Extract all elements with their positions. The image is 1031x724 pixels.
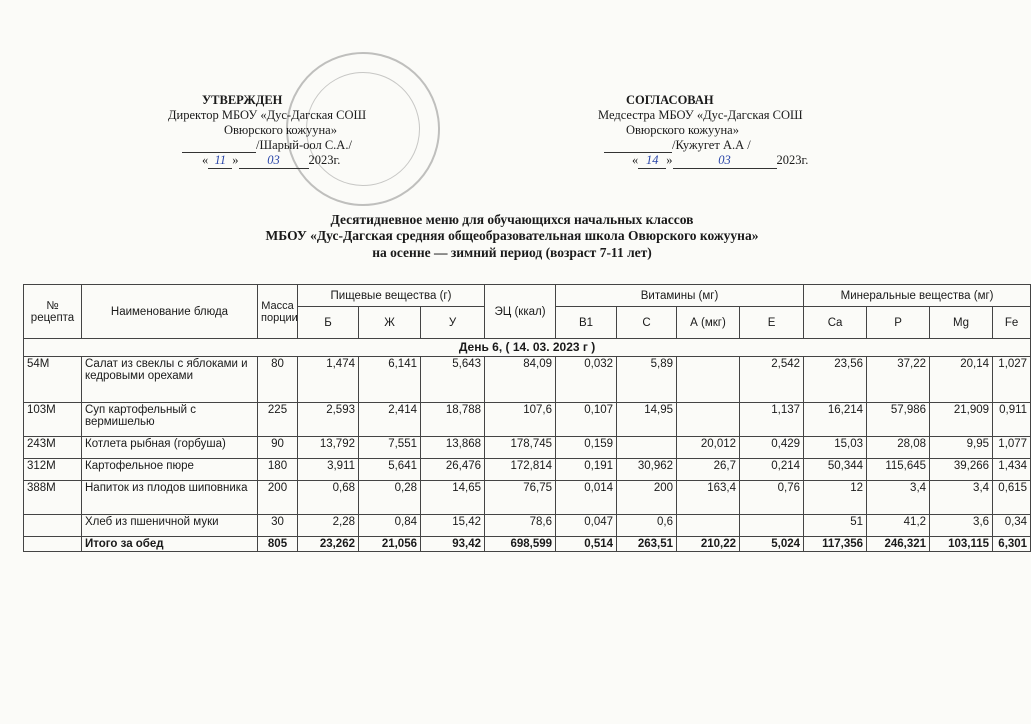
- cell-b: 1,474: [298, 357, 359, 403]
- approved-signature-name: /Шарый-оол С.А./: [256, 138, 352, 152]
- cell-fe: 0,911: [993, 403, 1031, 437]
- cell-a: 26,7: [677, 459, 740, 481]
- total-e: 5,024: [740, 537, 804, 552]
- cell-mass: 225: [258, 403, 298, 437]
- header-fat: Ж: [359, 307, 421, 339]
- cell-p: 37,22: [867, 357, 930, 403]
- cell-p: 41,2: [867, 515, 930, 537]
- cell-fe: 1,027: [993, 357, 1031, 403]
- cell-dish-name: Котлета рыбная (горбуша): [82, 437, 258, 459]
- total-mass: 805: [258, 537, 298, 552]
- document-title-line1: Десятидневное меню для обучающихся начальных классов: [330, 212, 694, 227]
- table-row: [24, 437, 1031, 459]
- cell-b: 2,28: [298, 515, 359, 537]
- cell-b1: 0,047: [556, 515, 617, 537]
- header-nutrients: Пищевые вещества (г): [298, 285, 485, 307]
- cell-b1: 0,159: [556, 437, 617, 459]
- menu-rows: [24, 357, 1031, 537]
- cell-a: [677, 515, 740, 537]
- cell-p: 3,4: [867, 481, 930, 515]
- cell-u: 5,643: [421, 357, 485, 403]
- cell-recipe: 103М: [24, 403, 82, 437]
- cell-e: 2,542: [740, 357, 804, 403]
- cell-zh: 0,28: [359, 481, 421, 515]
- total-zh: 21,056: [359, 537, 421, 552]
- header-vit-e: E: [740, 307, 804, 339]
- cell-ec: 84,09: [485, 357, 556, 403]
- approved-line1: Директор МБОУ «Дус-Дагская СОШ: [168, 108, 367, 122]
- nurse-signature: [604, 140, 672, 153]
- cell-recipe: 243М: [24, 437, 82, 459]
- cell-zh: 6,141: [359, 357, 421, 403]
- cell-recipe: 312М: [24, 459, 82, 481]
- cell-zh: 0,84: [359, 515, 421, 537]
- cell-mass: 80: [258, 357, 298, 403]
- cell-mg: 20,14: [930, 357, 993, 403]
- agreed-block: [598, 93, 858, 169]
- approved-heading: УТВЕРЖДЕН: [202, 93, 283, 107]
- total-recipe-cell: [24, 537, 82, 552]
- total-label: Итого за обед: [82, 537, 258, 552]
- header-energy: ЭЦ (ккал): [485, 285, 556, 339]
- table-row: [24, 515, 1031, 537]
- cell-mass: 30: [258, 515, 298, 537]
- cell-zh: 2,414: [359, 403, 421, 437]
- cell-zh: 7,551: [359, 437, 421, 459]
- cell-p: 57,986: [867, 403, 930, 437]
- day-label: День 6, ( 14. 03. 2023 г ): [24, 339, 1031, 357]
- cell-dish-name: Салат из свеклы с яблоками и кедровыми орехами: [82, 357, 258, 403]
- total-p: 246,321: [867, 537, 930, 552]
- document-title-line2: МБОУ «Дус-Дагская средняя общеобразовательная школа Овюрского кожууна»: [265, 228, 759, 243]
- cell-mass: 200: [258, 481, 298, 515]
- cell-ec: 172,814: [485, 459, 556, 481]
- cell-b1: 0,107: [556, 403, 617, 437]
- cell-b: 13,792: [298, 437, 359, 459]
- approved-block: [168, 93, 438, 169]
- agreed-date-year: 2023г.: [776, 153, 809, 167]
- cell-u: 14,65: [421, 481, 485, 515]
- cell-mg: 3,6: [930, 515, 993, 537]
- cell-ec: 76,75: [485, 481, 556, 515]
- cell-a: 163,4: [677, 481, 740, 515]
- cell-mass: 90: [258, 437, 298, 459]
- cell-c: 200: [617, 481, 677, 515]
- table-row: [24, 357, 1031, 403]
- total-b1: 0,514: [556, 537, 617, 552]
- document-title-line3: на осенне — зимний период (возраст 7-11 лет): [372, 245, 652, 260]
- total-mg: 103,115: [930, 537, 993, 552]
- total-u: 93,42: [421, 537, 485, 552]
- agreed-date-day: 14: [638, 153, 666, 169]
- cell-dish-name: Напиток из плодов шиповника: [82, 481, 258, 515]
- table-row: [24, 481, 1031, 515]
- cell-ca: 15,03: [804, 437, 867, 459]
- header-minerals: Минеральные вещества (мг): [804, 285, 1031, 307]
- header-p: P: [867, 307, 930, 339]
- cell-dish-name: Хлеб из пшеничной муки: [82, 515, 258, 537]
- cell-ca: 51: [804, 515, 867, 537]
- total-c: 263,51: [617, 537, 677, 552]
- cell-ec: 178,745: [485, 437, 556, 459]
- menu-table: [23, 284, 1031, 552]
- cell-mass: 180: [258, 459, 298, 481]
- cell-mg: 39,266: [930, 459, 993, 481]
- header-dish-name: Наименование блюда: [82, 285, 258, 339]
- total-ec: 698,599: [485, 537, 556, 552]
- cell-zh: 5,641: [359, 459, 421, 481]
- cell-c: 30,962: [617, 459, 677, 481]
- cell-u: 26,476: [421, 459, 485, 481]
- approved-line2: Овюрского кожууна»: [224, 123, 337, 137]
- cell-recipe: [24, 515, 82, 537]
- cell-e: 0,76: [740, 481, 804, 515]
- approved-date-month: 03: [239, 153, 309, 169]
- total-fe: 6,301: [993, 537, 1031, 552]
- approved-date-year: 2023г.: [308, 153, 341, 167]
- cell-b: 2,593: [298, 403, 359, 437]
- cell-dish-name: Картофельное пюре: [82, 459, 258, 481]
- agreed-line2: Овюрского кожууна»: [626, 123, 739, 137]
- header-protein: Б: [298, 307, 359, 339]
- cell-u: 15,42: [421, 515, 485, 537]
- cell-recipe: 54М: [24, 357, 82, 403]
- cell-a: [677, 357, 740, 403]
- agreed-line1: Медсестра МБОУ «Дус-Дагская СОШ: [598, 108, 803, 122]
- director-signature: [182, 140, 256, 153]
- cell-a: [677, 403, 740, 437]
- header-carbs: У: [421, 307, 485, 339]
- cell-e: [740, 515, 804, 537]
- cell-c: 5,89: [617, 357, 677, 403]
- cell-c: 14,95: [617, 403, 677, 437]
- approved-date-day: 11: [208, 153, 232, 169]
- cell-b1: 0,032: [556, 357, 617, 403]
- cell-dish-name: Суп картофельный с вермишелью: [82, 403, 258, 437]
- cell-u: 13,868: [421, 437, 485, 459]
- cell-b1: 0,191: [556, 459, 617, 481]
- cell-b: 3,911: [298, 459, 359, 481]
- header-fe: Fe: [993, 307, 1031, 339]
- header-ca: Ca: [804, 307, 867, 339]
- agreed-signature-name: /Кужугет А.А /: [672, 138, 751, 152]
- cell-mg: 3,4: [930, 481, 993, 515]
- cell-c: 0,6: [617, 515, 677, 537]
- cell-u: 18,788: [421, 403, 485, 437]
- cell-fe: 1,434: [993, 459, 1031, 481]
- header-mg: Mg: [930, 307, 993, 339]
- cell-fe: 0,615: [993, 481, 1031, 515]
- cell-ec: 78,6: [485, 515, 556, 537]
- cell-b1: 0,014: [556, 481, 617, 515]
- cell-mg: 21,909: [930, 403, 993, 437]
- cell-e: 1,137: [740, 403, 804, 437]
- cell-fe: 1,077: [993, 437, 1031, 459]
- header-vit-a: А (мкг): [677, 307, 740, 339]
- total-a: 210,22: [677, 537, 740, 552]
- cell-e: 0,214: [740, 459, 804, 481]
- agreed-date: « 14 » 03 2023г.: [632, 153, 809, 167]
- table-row: [24, 459, 1031, 481]
- cell-p: 115,645: [867, 459, 930, 481]
- cell-ca: 50,344: [804, 459, 867, 481]
- cell-ec: 107,6: [485, 403, 556, 437]
- cell-ca: 12: [804, 481, 867, 515]
- table-row: [24, 403, 1031, 437]
- cell-a: 20,012: [677, 437, 740, 459]
- total-ca: 117,356: [804, 537, 867, 552]
- cell-c: [617, 437, 677, 459]
- cell-mg: 9,95: [930, 437, 993, 459]
- approved-date: « 11 » 03 2023г.: [202, 153, 341, 167]
- cell-ca: 16,214: [804, 403, 867, 437]
- cell-e: 0,429: [740, 437, 804, 459]
- header-recipe-no: № рецепта: [24, 285, 82, 339]
- header-portion: Масса порции: [258, 285, 298, 339]
- total-b: 23,262: [298, 537, 359, 552]
- header-vit-c: C: [617, 307, 677, 339]
- agreed-date-month: 03: [673, 153, 777, 169]
- cell-recipe: 388М: [24, 481, 82, 515]
- header-vit-b1: B1: [556, 307, 617, 339]
- cell-ca: 23,56: [804, 357, 867, 403]
- agreed-heading: СОГЛАСОВАН: [626, 93, 714, 107]
- cell-b: 0,68: [298, 481, 359, 515]
- cell-p: 28,08: [867, 437, 930, 459]
- header-vitamins: Витамины (мг): [556, 285, 804, 307]
- cell-fe: 0,34: [993, 515, 1031, 537]
- total-row: [24, 537, 1031, 552]
